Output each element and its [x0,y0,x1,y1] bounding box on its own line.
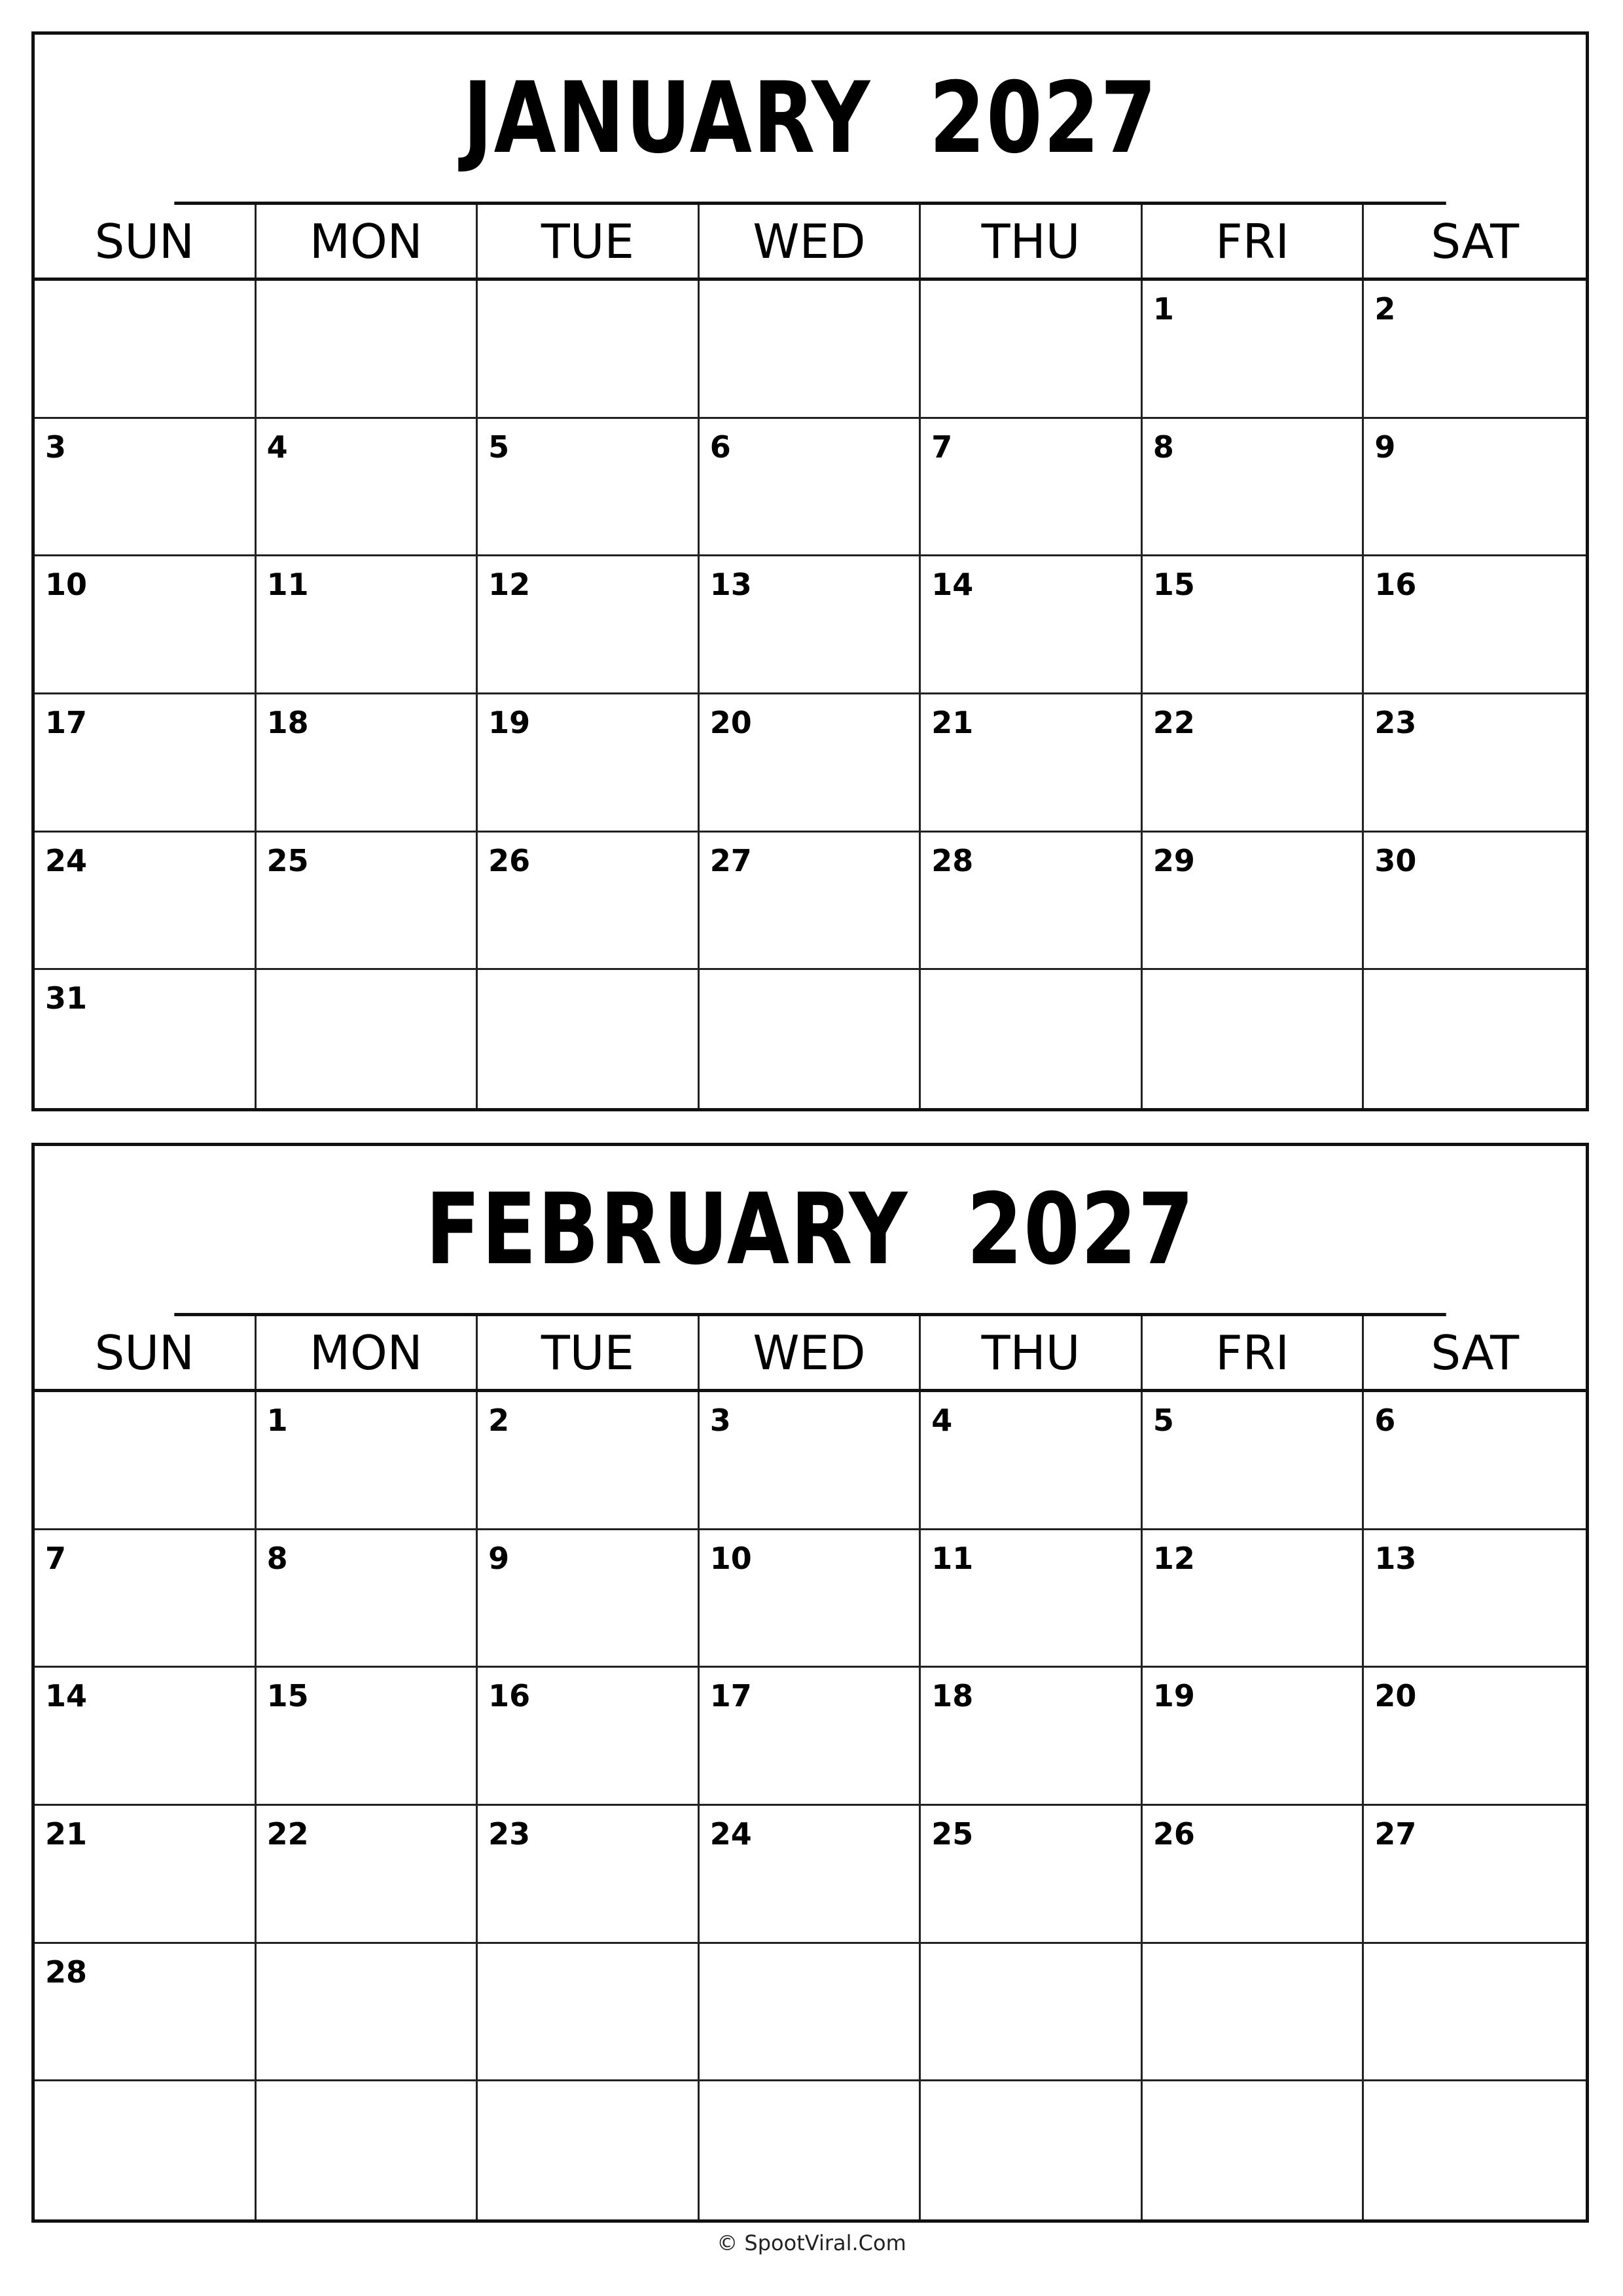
day-cell [35,833,257,971]
day-cell [478,970,700,1108]
day-number: 11 [931,1540,974,1576]
day-number: 6 [1374,1403,1396,1438]
day-number: 12 [1152,1540,1195,1576]
day-number: 28 [931,842,974,878]
day-cell [257,1392,478,1530]
day-cell [35,1530,257,1668]
weekday-label: SUN [35,1316,257,1389]
day-cell [257,2081,478,2219]
month-title: FEBRUARY 2027 [174,1146,1446,1316]
day-number: 25 [931,1816,974,1852]
weekday-label: WED [700,205,921,278]
weekday-label: FRI [1143,205,1364,278]
day-cell [700,281,921,419]
day-cell [700,970,921,1108]
month-title: JANUARY 2027 [174,35,1446,205]
day-cell [1143,556,1364,694]
day-cell [478,1944,700,2082]
day-cell [35,1944,257,2082]
day-cell [1364,694,1586,833]
weekday-label: SUN [35,205,257,278]
day-number: 18 [931,1678,974,1714]
day-number: 27 [1374,1816,1417,1852]
day-number: 26 [488,842,531,878]
day-cell [921,2081,1143,2219]
day-number: 30 [1374,842,1417,878]
day-cell [700,833,921,971]
day-cell [1143,1392,1364,1530]
day-number: 12 [488,567,531,603]
day-number: 15 [1152,567,1195,603]
day-number: 5 [488,429,510,465]
day-cell [921,1530,1143,1668]
day-cell [1143,833,1364,971]
weekday-label: FRI [1143,1316,1364,1389]
day-cell [257,556,478,694]
day-cell [1143,1944,1364,2082]
weekday-header-row [35,1316,1586,1392]
day-cell [1143,419,1364,557]
day-cell [35,2081,257,2219]
day-number: 8 [1152,429,1174,465]
day-cell [921,694,1143,833]
day-cell [921,833,1143,971]
day-cell [1143,1806,1364,1944]
day-cell [257,833,478,971]
weekday-label: THU [921,205,1143,278]
day-cell [478,694,700,833]
day-number: 17 [709,1678,752,1714]
day-cell [921,1668,1143,1806]
day-cell [700,1668,921,1806]
day-cell [478,1530,700,1668]
day-cell [478,281,700,419]
day-cell [1143,281,1364,419]
day-cell [35,970,257,1108]
day-cell [257,1806,478,1944]
day-cell [700,1530,921,1668]
day-cell [257,1944,478,2082]
day-cell [35,556,257,694]
day-cell [700,1806,921,1944]
day-number: 22 [266,1816,309,1852]
day-cell [700,556,921,694]
day-cell [257,281,478,419]
day-number: 7 [45,1540,67,1576]
day-number: 13 [709,567,752,603]
calendar-january [31,31,1589,1111]
day-cell [35,1392,257,1530]
day-cell [1364,970,1586,1108]
day-number: 28 [45,1954,88,1990]
day-number: 2 [488,1403,510,1438]
day-number: 29 [1152,842,1195,878]
day-number: 31 [45,980,88,1016]
day-cell [1143,694,1364,833]
day-cell [1364,1806,1586,1944]
day-cell [700,694,921,833]
day-number: 13 [1374,1540,1417,1576]
day-number: 25 [266,842,309,878]
weekday-label: MON [257,1316,478,1389]
day-number: 1 [266,1403,288,1438]
day-cell [1364,1530,1586,1668]
day-number: 22 [1152,705,1195,740]
day-number: 19 [488,705,531,740]
day-cell [478,1668,700,1806]
weekday-label: THU [921,1316,1143,1389]
day-number: 24 [709,1816,752,1852]
day-cell [257,970,478,1108]
day-number: 16 [1374,567,1417,603]
day-number: 18 [266,705,309,740]
day-number: 27 [709,842,752,878]
day-cell [257,694,478,833]
day-cell [478,556,700,694]
day-number: 10 [709,1540,752,1576]
day-number: 19 [1152,1678,1195,1714]
day-cell [921,556,1143,694]
day-grid [35,281,1586,1108]
day-cell [478,1392,700,1530]
day-cell [1364,1944,1586,2082]
weekday-label: TUE [478,1316,700,1389]
day-number: 1 [1152,291,1174,327]
day-number: 26 [1152,1816,1195,1852]
day-cell [478,833,700,971]
day-number: 21 [931,705,974,740]
day-cell [35,419,257,557]
day-number: 4 [266,429,288,465]
day-cell [700,1944,921,2082]
weekday-label: TUE [478,205,700,278]
day-number: 21 [45,1816,88,1852]
day-number: 6 [709,429,731,465]
day-number: 4 [931,1403,953,1438]
day-cell [257,419,478,557]
day-number: 9 [488,1540,510,1576]
day-cell [35,1806,257,1944]
day-cell [700,2081,921,2219]
day-number: 5 [1152,1403,1174,1438]
day-number: 16 [488,1678,531,1714]
day-cell [1143,1530,1364,1668]
weekday-label: MON [257,205,478,278]
day-cell [257,1530,478,1668]
calendar-february [31,1143,1589,2223]
day-number: 2 [1374,291,1396,327]
day-cell [257,1668,478,1806]
day-number: 10 [45,567,88,603]
day-cell [1364,833,1586,971]
day-number: 20 [709,705,752,740]
day-cell [700,1392,921,1530]
day-cell [1364,281,1586,419]
day-number: 24 [45,842,88,878]
day-cell [921,281,1143,419]
weekday-label: SAT [1431,213,1520,269]
day-cell [35,694,257,833]
day-cell [1364,1668,1586,1806]
day-cell [1364,556,1586,694]
day-cell [1364,1392,1586,1530]
day-cell [921,1806,1143,1944]
day-cell [478,1806,700,1944]
day-cell [1143,2081,1364,2219]
day-number: 23 [488,1816,531,1852]
day-number: 11 [266,567,309,603]
day-cell [921,1944,1143,2082]
day-cell [921,419,1143,557]
day-number: 23 [1374,705,1417,740]
day-number: 15 [266,1678,309,1714]
day-cell [921,970,1143,1108]
copyright-footer: © SpootViral.Com [717,2231,906,2255]
day-cell [1143,970,1364,1108]
day-cell [478,2081,700,2219]
day-cell [1364,419,1586,557]
day-number: 9 [1374,429,1396,465]
day-cell [700,419,921,557]
day-cell [921,1392,1143,1530]
day-number: 8 [266,1540,288,1576]
day-number: 7 [931,429,953,465]
weekday-label: WED [700,1316,921,1389]
weekday-header-row [35,205,1586,281]
day-number: 14 [45,1678,88,1714]
day-cell [35,1668,257,1806]
day-cell [35,281,257,419]
day-number: 20 [1374,1678,1417,1714]
weekday-label: SAT [1431,1325,1520,1380]
day-cell [1364,2081,1586,2219]
day-cell [478,419,700,557]
day-number: 3 [709,1403,731,1438]
day-number: 17 [45,705,88,740]
day-cell [1143,1668,1364,1806]
day-grid [35,1392,1586,2219]
day-number: 14 [931,567,974,603]
day-number: 3 [45,429,67,465]
